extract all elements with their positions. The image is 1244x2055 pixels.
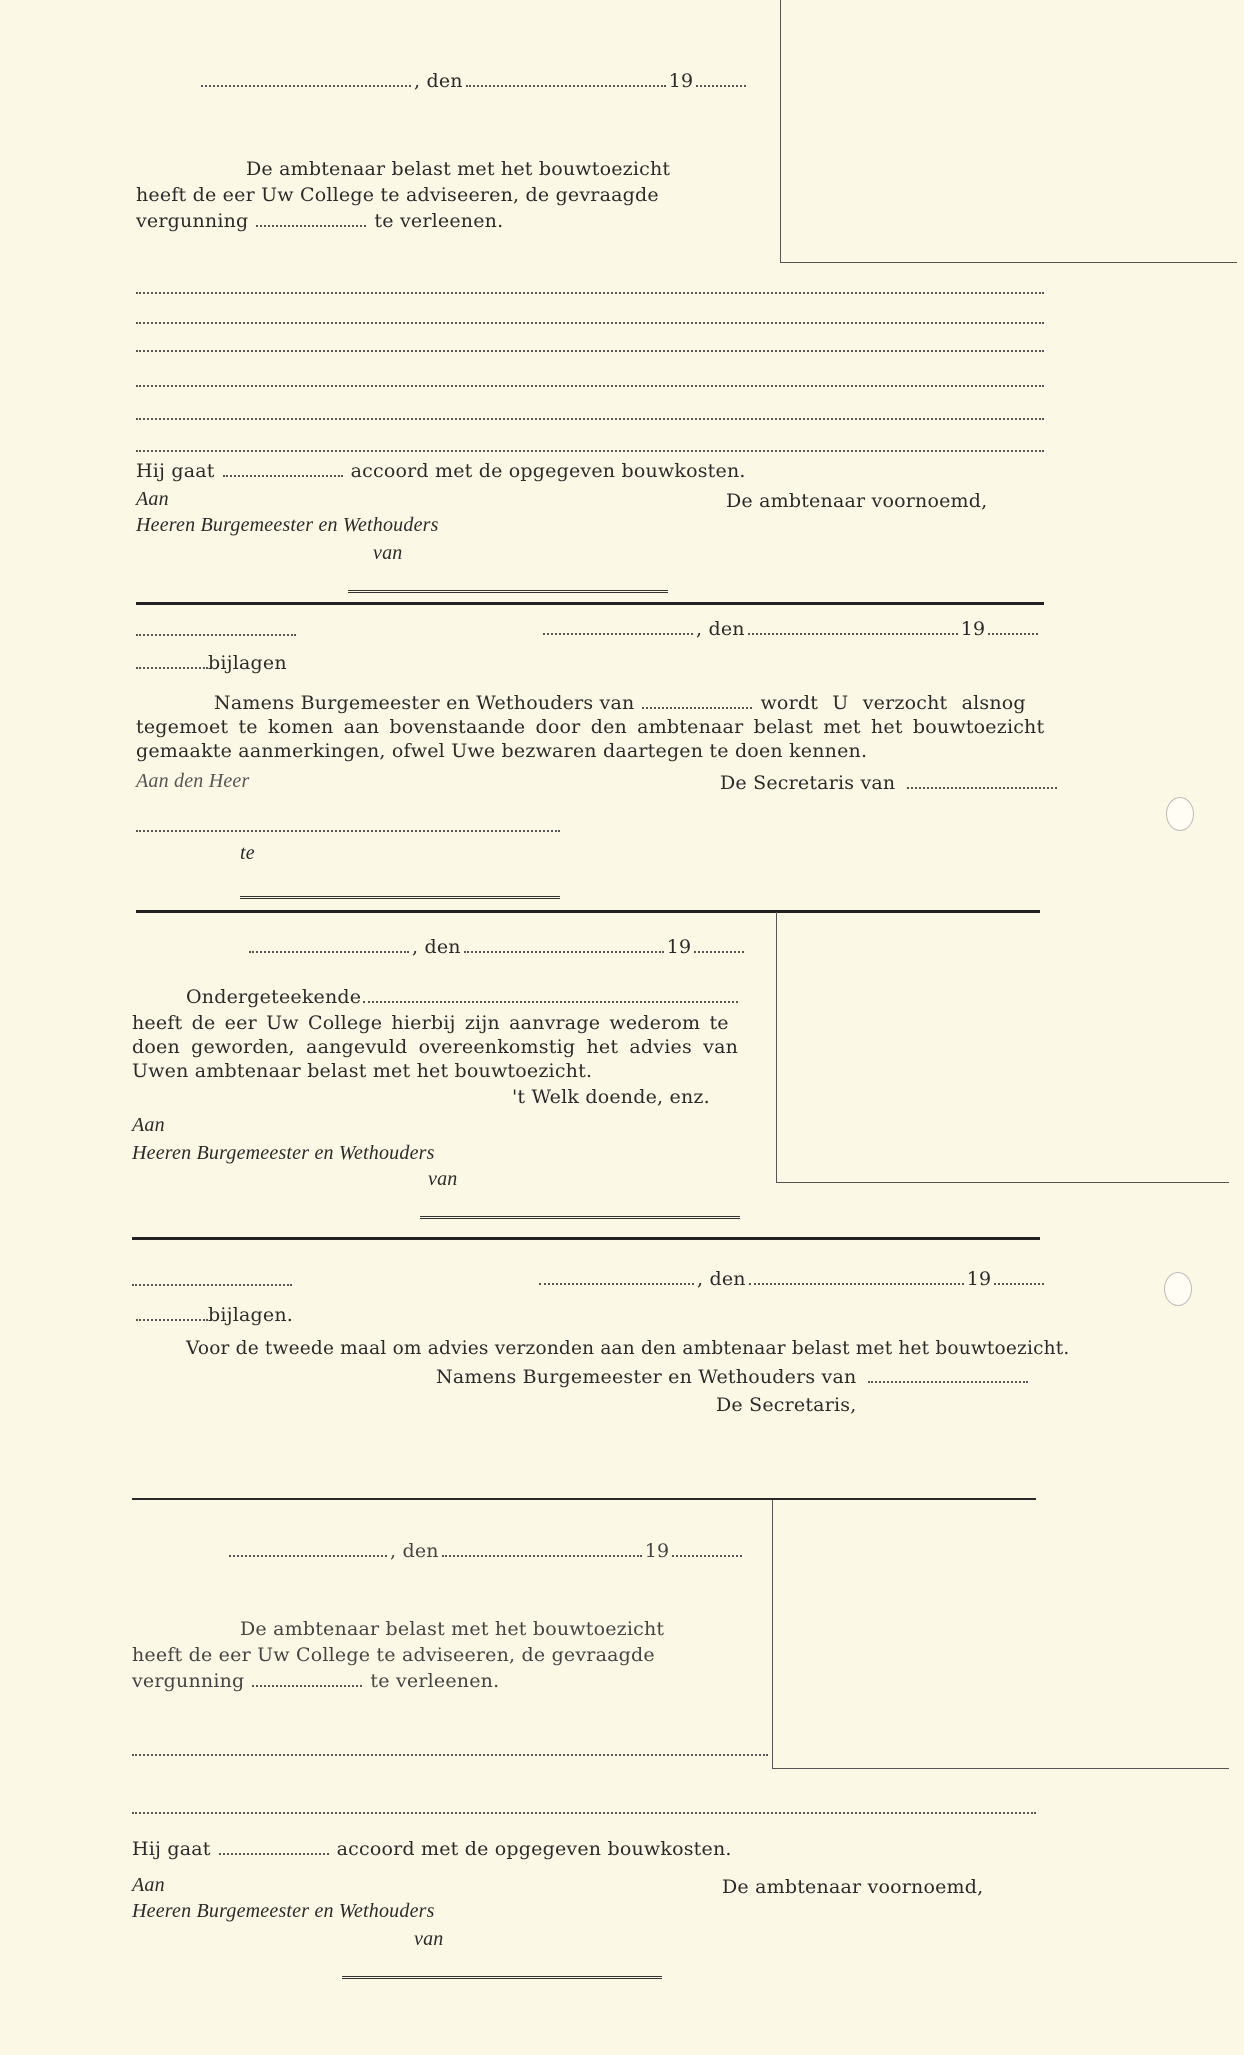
- gemeente-dots: [868, 1380, 1028, 1383]
- place-dots: [249, 950, 409, 953]
- heer-name-dots: [136, 830, 560, 832]
- heeren-label-1: Heeren Burgemeester en Wethouders: [136, 514, 439, 536]
- van-underline-1: [348, 590, 668, 593]
- aanvrage-line-3: Uwen ambtenaar belast met het bouwtoezicht.: [132, 1060, 593, 1082]
- aan-label-3: Aan: [132, 1114, 165, 1136]
- stamp-box-3: [776, 912, 1229, 1183]
- verleenen-label: te verleenen.: [374, 210, 504, 232]
- tweede-maal-line: Voor de tweede maal om advies verzonden aan den ambtenaar belast met het bouwtoezicht.: [186, 1338, 1070, 1359]
- advice-line-3: [136, 210, 503, 232]
- ambtenaar-voornoemd-1: De ambtenaar voornoemd,: [726, 490, 988, 512]
- bijlagen-dots: [136, 666, 208, 669]
- year-label: 19: [966, 1268, 992, 1290]
- ondergeteekende-label: Ondergeteekende: [186, 986, 362, 1008]
- day-dots: [464, 950, 664, 953]
- van-underline-5: [342, 1976, 662, 1979]
- aanvrage-line-1: heeft de eer Uw College hierbij zijn aanvrage wederom te: [132, 1012, 729, 1034]
- den-label: , den: [696, 618, 745, 640]
- van-label-5: van: [414, 1928, 444, 1950]
- year-dots: [672, 1554, 742, 1557]
- ondergeteekende-line: [186, 986, 741, 1008]
- remark-line-4: [136, 385, 1044, 387]
- bijlagen-label: bijlagen.: [208, 1304, 294, 1326]
- section-divider-3: [132, 1237, 1040, 1240]
- vergunning-label: vergunning: [132, 1670, 245, 1692]
- ambtenaar-voornoemd-5: De ambtenaar voornoemd,: [722, 1876, 984, 1898]
- hij-gaat-label: Hij gaat: [132, 1838, 211, 1860]
- aanvrage-line-2: doen geworden, aangevuld overeenkomstig het advies van: [132, 1036, 739, 1058]
- punch-hole-1: [1166, 797, 1194, 831]
- namens-label: Namens Burgemeester en Wethouders van: [214, 692, 635, 714]
- van-underline-3: [420, 1216, 740, 1219]
- bijlagen-line-4: [136, 1304, 293, 1326]
- namens-line-4: [436, 1366, 1031, 1388]
- den-label: , den: [414, 70, 463, 92]
- date-line-5: [226, 1540, 745, 1562]
- stamp-box-1: [780, 0, 1237, 263]
- tegemoet-line: tegemoet te komen aan bovenstaande door den ambtenaar belast met het bouwtoezicht: [136, 716, 1045, 738]
- advice5-line-2: heeft de eer Uw College te adviseeren, de gevraagde: [132, 1644, 655, 1666]
- place-dots: [543, 632, 693, 635]
- hij-gaat-dots: [223, 474, 343, 477]
- date-line-2: [540, 618, 1041, 640]
- accoord-label: accoord met de opgegeven bouwkosten.: [336, 1838, 732, 1860]
- remark5-line-2: [132, 1812, 1036, 1814]
- bijlagen-line-2: [136, 652, 287, 674]
- te-label: te: [240, 842, 255, 864]
- aan-label-1: Aan: [136, 488, 169, 510]
- remark5-line-1: [132, 1754, 768, 1756]
- place-dots: [201, 84, 411, 87]
- te-underline: [240, 896, 560, 899]
- gemeente-dots: [642, 706, 752, 709]
- aan-den-heer: Aan den Heer: [136, 770, 250, 792]
- hij-gaat-line: [136, 460, 746, 482]
- year-dots: [994, 1282, 1044, 1285]
- secretaris-dots: [907, 786, 1057, 789]
- vergunning-label: vergunning: [136, 210, 249, 232]
- day-dots: [442, 1554, 642, 1557]
- aanmerkingen-line: gemaakte aanmerkingen, ofwel Uwe bezwaren daartegen te doen kennen.: [136, 740, 868, 762]
- heeren-label-3: Heeren Burgemeester en Wethouders: [132, 1142, 435, 1164]
- vergunning-dots: [252, 1684, 362, 1687]
- section-divider-1: [136, 602, 1044, 605]
- year-dots: [696, 84, 746, 87]
- van-label-1: van: [373, 542, 403, 564]
- van-label-3: van: [428, 1168, 458, 1190]
- date-line-4: [536, 1268, 1047, 1290]
- verzocht-label: wordt U verzocht alsnog: [760, 692, 1026, 714]
- place-dots: [229, 1554, 387, 1557]
- remark-line-5: [136, 418, 1044, 420]
- heeren-label-5: Heeren Burgemeester en Wethouders: [132, 1900, 435, 1922]
- s2-ref-dots: [136, 634, 296, 636]
- den-label: , den: [390, 1540, 439, 1562]
- day-dots: [749, 1282, 964, 1285]
- hij-gaat-label: Hij gaat: [136, 460, 215, 482]
- advice5-line-3: [132, 1670, 499, 1692]
- date-line-1: [198, 70, 749, 92]
- stamp-box-5: [772, 1500, 1229, 1769]
- vergunning-dots: [256, 224, 366, 227]
- accoord-label: accoord met de opgegeven bouwkosten.: [350, 460, 746, 482]
- bijlagen-dots: [136, 1318, 208, 1321]
- day-dots: [466, 84, 666, 87]
- year-dots: [694, 950, 744, 953]
- year-label: 19: [666, 936, 692, 958]
- den-label: , den: [412, 936, 461, 958]
- advice-line-2: heeft de eer Uw College te adviseeren, de gevraagde: [136, 184, 659, 206]
- hij-gaat-dots: [219, 1852, 329, 1855]
- namens-label: Namens Burgemeester en Wethouders van: [436, 1366, 857, 1388]
- ondergeteekende-dots: [363, 1000, 738, 1003]
- secretaris-label: De Secretaris van: [720, 772, 896, 794]
- secretaris-line-2: [720, 772, 1060, 794]
- namens-line-2: [214, 692, 1026, 714]
- remark-line-2: [136, 322, 1044, 324]
- bijlagen-label: bijlagen: [208, 652, 287, 674]
- date-line-3: [246, 936, 747, 958]
- s4-ref-dots: [132, 1284, 292, 1286]
- hij-gaat-line-5: [132, 1838, 732, 1860]
- verleenen-label: te verleenen.: [370, 1670, 500, 1692]
- year-label: 19: [644, 1540, 670, 1562]
- welk-doende: 't Welk doende, enz.: [512, 1086, 710, 1108]
- year-label: 19: [960, 618, 986, 640]
- remark-line-3: [136, 350, 1044, 352]
- den-label: , den: [697, 1268, 746, 1290]
- remark-line-1: [136, 292, 1044, 294]
- place-dots: [539, 1282, 694, 1285]
- secretaris-4: De Secretaris,: [716, 1394, 857, 1416]
- advice-line-1: De ambtenaar belast met het bouwtoezicht: [246, 158, 671, 180]
- year-label: 19: [668, 70, 694, 92]
- remark-line-6: [136, 450, 1044, 452]
- aan-label-5: Aan: [132, 1874, 165, 1896]
- advice5-line-1: De ambtenaar belast met het bouwtoezicht: [240, 1618, 665, 1640]
- punch-hole-2: [1164, 1272, 1192, 1306]
- day-dots: [748, 632, 958, 635]
- year-dots: [988, 632, 1038, 635]
